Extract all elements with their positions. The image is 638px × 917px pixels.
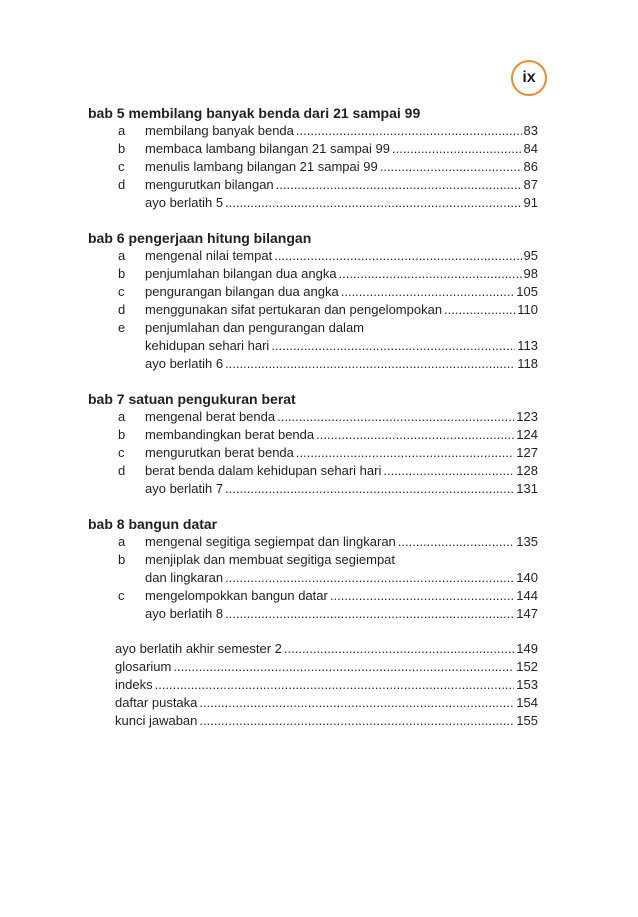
entry-page: 147 xyxy=(516,606,538,621)
chapter-6 xyxy=(88,229,538,373)
toc-entry xyxy=(88,140,538,158)
entry-text: pengurangan bilangan dua angka xyxy=(145,284,339,299)
entry-text: mengenal segitiga segiempat dan lingkaran xyxy=(145,534,396,549)
entry-page: 153 xyxy=(516,677,538,692)
toc-entry xyxy=(88,301,538,319)
entry-page: 113 xyxy=(517,338,538,353)
entry-letter: c xyxy=(118,445,125,460)
entry-text: penjumlahan bilangan dua angka xyxy=(145,266,337,281)
entry-page: 87 xyxy=(523,177,538,192)
dot-leader xyxy=(296,122,522,140)
toc-entry xyxy=(88,694,538,712)
back-matter-list xyxy=(88,640,538,730)
entry-text: ayo berlatih akhir semester 2 xyxy=(115,641,282,656)
entry-page: 118 xyxy=(517,356,538,371)
toc-entry xyxy=(88,122,538,140)
entry-page: 95 xyxy=(523,248,538,263)
entry-text: daftar pustaka xyxy=(115,695,198,710)
entry-text: kehidupan sehari hari xyxy=(145,338,270,353)
entry-text: ayo berlatih 7 xyxy=(145,481,224,496)
dot-leader xyxy=(225,355,515,373)
dot-leader xyxy=(225,569,514,587)
dot-leader xyxy=(316,426,514,444)
dot-leader xyxy=(296,444,514,462)
entry-page: 149 xyxy=(516,641,538,656)
entry-text: mengenal berat benda xyxy=(145,409,276,424)
chapter-title: bab 7 satuan pengukuran berat xyxy=(88,391,296,407)
dot-leader xyxy=(271,337,515,355)
toc-entry xyxy=(88,194,538,212)
page-number-badge: ix xyxy=(511,60,547,96)
toc-entry xyxy=(88,444,538,462)
toc-entry xyxy=(88,605,538,623)
entry-text: mengurutkan bilangan xyxy=(145,177,274,192)
toc-entry xyxy=(88,247,538,265)
entry-text: mengelompokkan bangun datar xyxy=(145,588,328,603)
entry-text: menggunakan sifat pertukaran dan pengelompokan xyxy=(145,302,443,317)
toc-entry xyxy=(88,176,538,194)
dot-leader xyxy=(225,605,514,623)
toc-entry xyxy=(88,640,538,658)
entry-letter: b xyxy=(118,266,126,281)
entry-letter: c xyxy=(118,159,125,174)
dot-leader xyxy=(392,140,522,158)
dot-leader xyxy=(341,283,515,301)
dot-leader xyxy=(155,676,515,694)
entry-letter: e xyxy=(118,320,126,335)
toc-entry xyxy=(88,658,538,676)
entry-text: ayo berlatih 5 xyxy=(145,195,224,210)
entry-text: ayo berlatih 8 xyxy=(145,606,224,621)
entry-letter: b xyxy=(118,427,126,442)
dot-leader xyxy=(225,480,514,498)
entry-letter: c xyxy=(118,284,125,299)
entry-text: indeks xyxy=(115,677,153,692)
entry-text: glosarium xyxy=(115,659,172,674)
toc-entry xyxy=(88,355,538,373)
dot-leader xyxy=(277,408,514,426)
entry-page: 110 xyxy=(517,302,538,317)
entry-letter: c xyxy=(118,588,125,603)
entry-page: 154 xyxy=(516,695,538,710)
entry-page: 152 xyxy=(516,659,538,674)
dot-leader xyxy=(199,694,514,712)
entry-page: 140 xyxy=(516,570,538,585)
entry-text: kunci jawaban xyxy=(115,713,198,728)
entry-page: 131 xyxy=(516,481,538,496)
chapter-title: bab 8 bangun datar xyxy=(88,516,218,532)
entry-text-line1: penjumlahan dan pengurangan dalam xyxy=(145,320,365,335)
entry-letter: a xyxy=(118,409,126,424)
entry-text: membaca lambang bilangan 21 sampai 99 xyxy=(145,141,390,156)
toc-entry xyxy=(88,462,538,480)
entry-text: berat benda dalam kehidupan sehari hari xyxy=(145,463,382,478)
chapter-title: bab 6 pengerjaan hitung bilangan xyxy=(88,230,312,246)
entry-letter: b xyxy=(118,141,126,156)
toc-entry xyxy=(88,676,538,694)
entry-page: 105 xyxy=(516,284,538,299)
dot-leader xyxy=(339,265,522,283)
entry-page: 127 xyxy=(516,445,538,460)
toc-entry xyxy=(88,587,538,605)
toc-entry xyxy=(88,265,538,283)
dot-leader xyxy=(225,194,521,212)
table-of-contents xyxy=(88,104,538,730)
entry-text: membilang banyak benda xyxy=(145,123,294,138)
toc-entry xyxy=(88,158,538,176)
toc-entry xyxy=(88,283,538,301)
toc-entry xyxy=(88,551,538,569)
toc-entry xyxy=(88,426,538,444)
entry-text: mengurutkan berat benda xyxy=(145,445,294,460)
entry-letter: a xyxy=(118,123,126,138)
toc-entry xyxy=(88,408,538,426)
dot-leader xyxy=(274,247,521,265)
entry-letter: b xyxy=(118,552,126,567)
entry-text: menulis lambang bilangan 21 sampai 99 xyxy=(145,159,378,174)
toc-entry-continuation xyxy=(88,337,538,355)
dot-leader xyxy=(173,658,514,676)
entry-letter: d xyxy=(118,463,126,478)
entry-text-line1: menjiplak dan membuat segitiga segiempat xyxy=(145,552,396,567)
dot-leader xyxy=(380,158,522,176)
toc-entry xyxy=(88,533,538,551)
chapter-7 xyxy=(88,390,538,498)
dot-leader xyxy=(284,640,514,658)
entry-page: 135 xyxy=(516,534,538,549)
entry-page: 83 xyxy=(523,123,538,138)
toc-entry xyxy=(88,712,538,730)
entry-page: 91 xyxy=(523,195,538,210)
entry-letter: d xyxy=(118,302,126,317)
entry-page: 155 xyxy=(516,713,538,728)
dot-leader xyxy=(199,712,514,730)
entry-letter: a xyxy=(118,248,126,263)
entry-letter: d xyxy=(118,177,126,192)
entry-page: 128 xyxy=(516,463,538,478)
entry-page: 86 xyxy=(523,159,538,174)
toc-entry-continuation xyxy=(88,569,538,587)
entry-page: 144 xyxy=(516,588,538,603)
toc-entry xyxy=(88,319,538,337)
dot-leader xyxy=(398,533,515,551)
entry-page: 124 xyxy=(516,427,538,442)
entry-page: 123 xyxy=(516,409,538,424)
chapter-8 xyxy=(88,515,538,623)
dot-leader xyxy=(276,176,522,194)
dot-leader xyxy=(383,462,514,480)
entry-text: membandingkan berat benda xyxy=(145,427,315,442)
dot-leader xyxy=(444,301,515,319)
entry-page: 98 xyxy=(523,266,538,281)
entry-text: ayo berlatih 6 xyxy=(145,356,224,371)
entry-letter: a xyxy=(118,534,126,549)
chapter-5 xyxy=(88,104,538,212)
entry-page: 84 xyxy=(523,141,538,156)
entry-text: mengenal nilai tempat xyxy=(145,248,273,263)
chapter-title: bab 5 membilang banyak benda dari 21 sampai 99 xyxy=(88,105,421,121)
entry-text: dan lingkaran xyxy=(145,570,224,585)
dot-leader xyxy=(330,587,514,605)
toc-entry xyxy=(88,480,538,498)
